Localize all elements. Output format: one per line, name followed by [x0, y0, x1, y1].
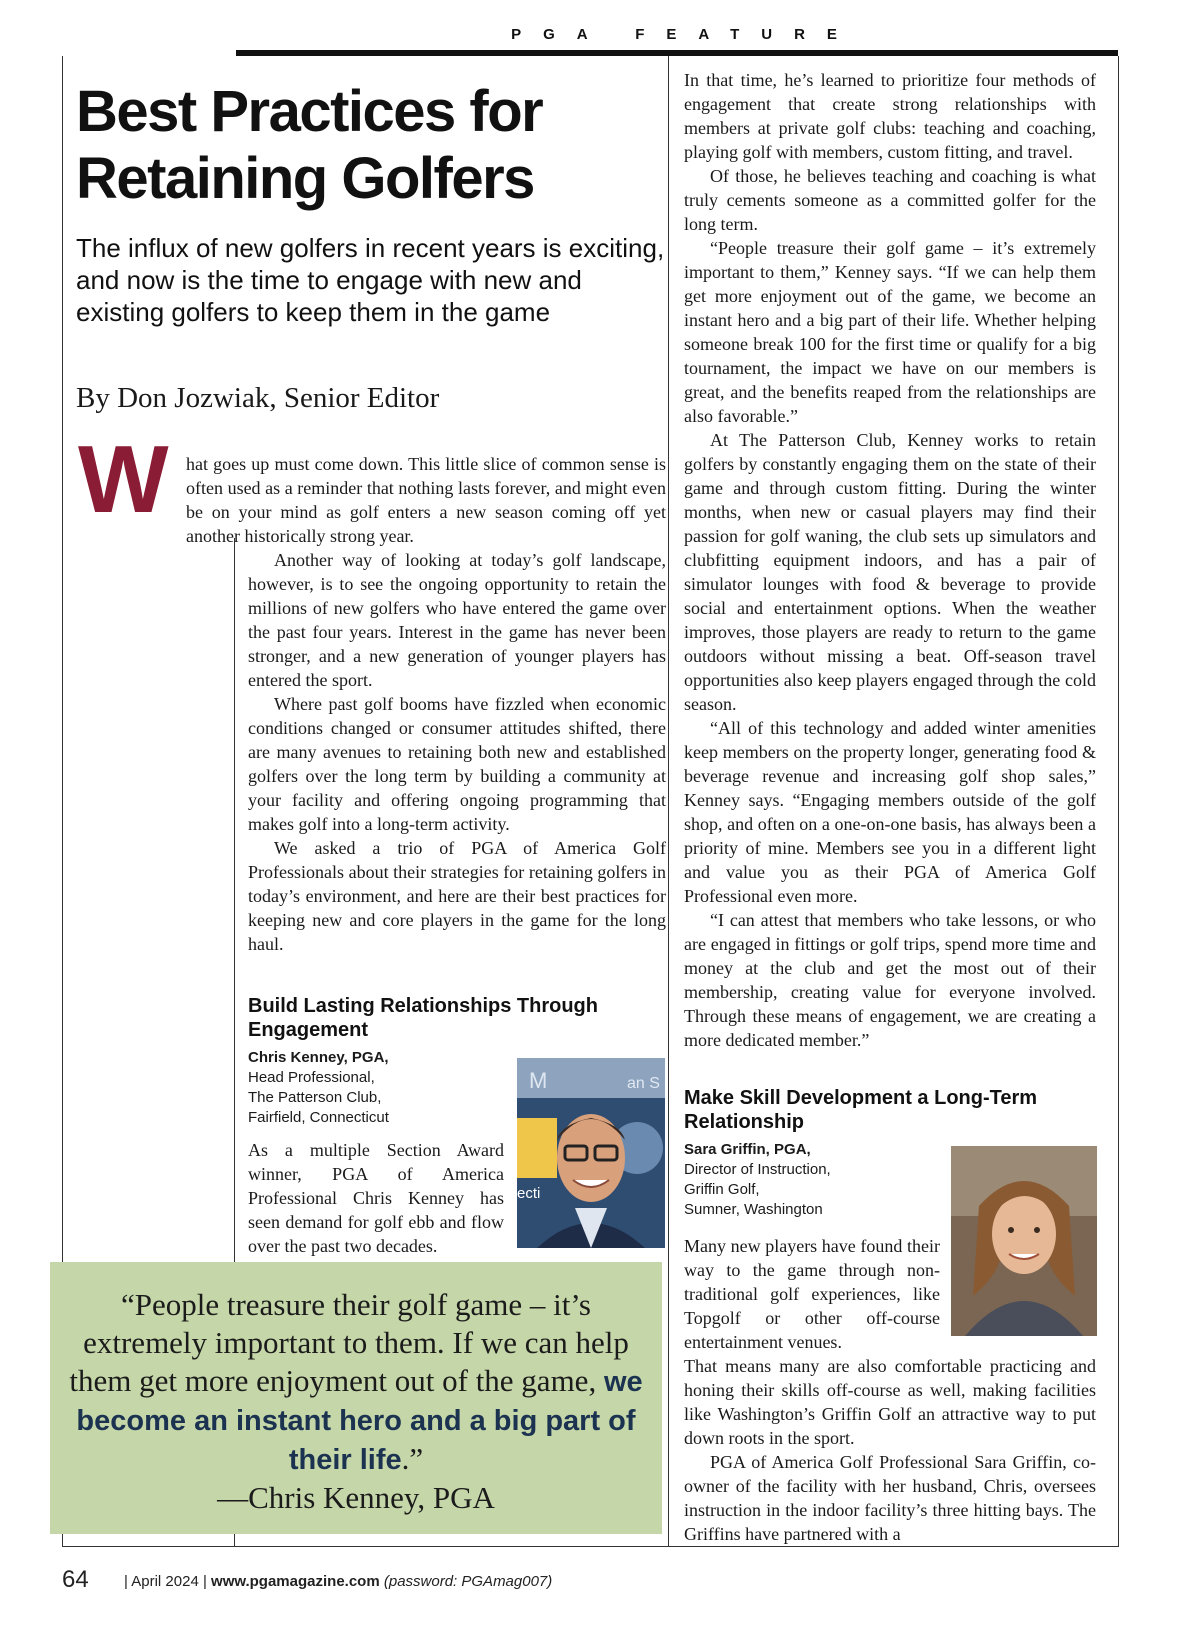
body-paragraph: Where past golf booms have fizzled when economic conditions changed or consumer attitudes shifted, there are many avenues to retaining both new and established golfers over the long term by building a community at your facility and offering ongoing programming that makes golf into a long-term activity.: [248, 694, 666, 834]
person-credit-1: [248, 1048, 508, 1128]
footer-issue: | April 2024 |: [124, 1573, 207, 1590]
footer-info: [124, 1573, 552, 1590]
right-column: [684, 68, 1096, 1052]
pull-quote-attribution: —Chris Kenney, PGA: [217, 1480, 495, 1515]
body-paragraph: PGA of America Golf Professional Sara Griffin, co-owner of the facility with her husband, Chris, oversees instruction in the indoor facility’s three hitting bays. The Griffins have partnered with a: [684, 1452, 1096, 1544]
bottom-frame-line: [62, 1546, 1119, 1547]
portrait-image: [517, 1058, 665, 1248]
body-paragraph: Another way of looking at today’s golf landscape, however, is to see the ongoing opportunity to retain the millions of new golfers who have entered the game over the past four years. Interest in the game has never been stronger, and a new generation of younger players has entered the sport.: [248, 550, 666, 690]
left-column: [248, 548, 666, 956]
person-name: Sara Griffin, PGA,: [684, 1141, 811, 1158]
right-frame-line: [1118, 56, 1119, 1546]
portrait-image: [951, 1146, 1097, 1336]
person-name: Chris Kenney, PGA,: [248, 1049, 389, 1066]
top-rule: [236, 50, 1118, 56]
svg-text:ecti: ecti: [517, 1185, 541, 1202]
pull-quote-emphasis: we become an instant hero and a big part of their life: [76, 1366, 643, 1476]
intro-text: hat goes up must come down. This little slice of common sense is often used as a reminder that nothing lasts forever, and might even be on your mind as golf enters a new season coming off yet another historically strong year.: [186, 454, 666, 546]
person-org: The Patterson Club,: [248, 1089, 382, 1106]
page-number: 64: [62, 1566, 89, 1593]
person-location: Fairfield, Connecticut: [248, 1109, 389, 1126]
body-paragraph: “All of this technology and added winter amenities keep members on the property longer, generating food & beverage revenue and increasing golf shop sales,” Kenney says. “Engaging members outside of the golf shop, and often on a one-on-one basis, has always been a priority of mine. Members see you in a different light and value you as their PGA of America Golf Professional even more.: [684, 718, 1096, 906]
byline: By Don Jozwiak, Senior Editor: [76, 382, 440, 414]
footer-password-note: (password: PGAmag007): [383, 1573, 553, 1590]
body-paragraph: In that time, he’s learned to prioritize four methods of engagement that create strong relationships with members at private golf clubs: teaching and coaching, playing golf with members, custom fitting, and travel.: [684, 70, 1096, 162]
body-paragraph: That means many are also comfortable practicing and honing their skills off-course as well, making facilities like Washington’s Griffin Golf an attractive way to put down roots in the sport.: [684, 1356, 1096, 1448]
svg-text:an S: an S: [627, 1075, 660, 1092]
section2-paragraph-wrap: Many new players have found their way to the game through non-traditional golf experiences, like Topgolf or other off-course entertainment venues.: [684, 1236, 940, 1352]
pull-quote-start: “People treasure their golf game – it’s extremely important to them. If we can help them get more enjoyment out of the game,: [69, 1287, 629, 1398]
section-label: PGA FEATURE: [511, 26, 859, 43]
pull-quote-text: [68, 1286, 644, 1517]
svg-text:M: M: [529, 1068, 548, 1093]
portrait-photo-sara-griffin: [951, 1146, 1097, 1336]
section-heading-2: Make Skill Development a Long-Term Relationship: [684, 1087, 1038, 1133]
person-org: Griffin Golf,: [684, 1181, 760, 1198]
pull-quote-end: .”: [401, 1441, 424, 1476]
person-title: Head Professional,: [248, 1069, 375, 1086]
body-paragraph: “I can attest that members who take lessons, or who are engaged in fittings or golf trips, spend more time and money at the club and get the most out of their membership, creating value for everyone involved. Through these means of engagement, we are creating a more dedicated member.”: [684, 910, 1096, 1050]
body-paragraph: “People treasure their golf game – it’s extremely important to them,” Kenney says. “If we can help them get more enjoyment out of the game, we become an instant hero and a big part of their life. Whether helping someone break 100 for the first time or qualify for a big tournament, the impact we have on our members is great, and the benefits reaped from the relationships are also favorable.”: [684, 238, 1096, 426]
section-heading-1: Build Lasting Relationships Through Engagement: [248, 995, 598, 1041]
person-credit-2: [684, 1140, 944, 1220]
deck: The influx of new golfers in recent years is exciting, and now is the time to engage with new and existing golfers to keep them in the game: [76, 233, 665, 327]
headline: Best Practices for Retaining Golfers: [76, 79, 543, 211]
section2-continued: [684, 1354, 1096, 1546]
drop-cap: W: [78, 426, 169, 533]
body-paragraph: We asked a trio of PGA of America Golf Professionals about their strategies for retaining golfers in today’s environment, and here are their best practices for keeping new and core players in the game for the long haul.: [248, 838, 666, 954]
person-title: Director of Instruction,: [684, 1161, 831, 1178]
column-divider-line: [668, 56, 669, 1546]
footer-url-link[interactable]: www.pgamagazine.com: [211, 1573, 380, 1590]
portrait-photo-chris-kenney: [517, 1058, 665, 1248]
body-paragraph: At The Patterson Club, Kenney works to retain golfers by constantly engaging them on the state of their game and through custom fitting. During the winter months, when new or casual players may find their passion for golf waning, the club sets up simulators and clubfitting equipment indoors, and has a pair of simulator lounges with food & beverage to provide social and entertainment options. When the weather improves, those players are ready to return to the game outdoors without missing a beat. Off-season travel opportunities also keep players engaged through the cold season.: [684, 430, 1096, 714]
section1-paragraph: As a multiple Section Award winner, PGA of America Professional Chris Kenney has seen demand for golf ebb and flow over the past two decades.: [248, 1140, 504, 1256]
person-location: Sumner, Washington: [684, 1201, 823, 1218]
intro-paragraph: [76, 452, 666, 548]
body-paragraph: Of those, he believes teaching and coaching is what truly cements someone as a committed golfer for the long term.: [684, 166, 1096, 234]
pull-quote-box: [50, 1262, 662, 1534]
